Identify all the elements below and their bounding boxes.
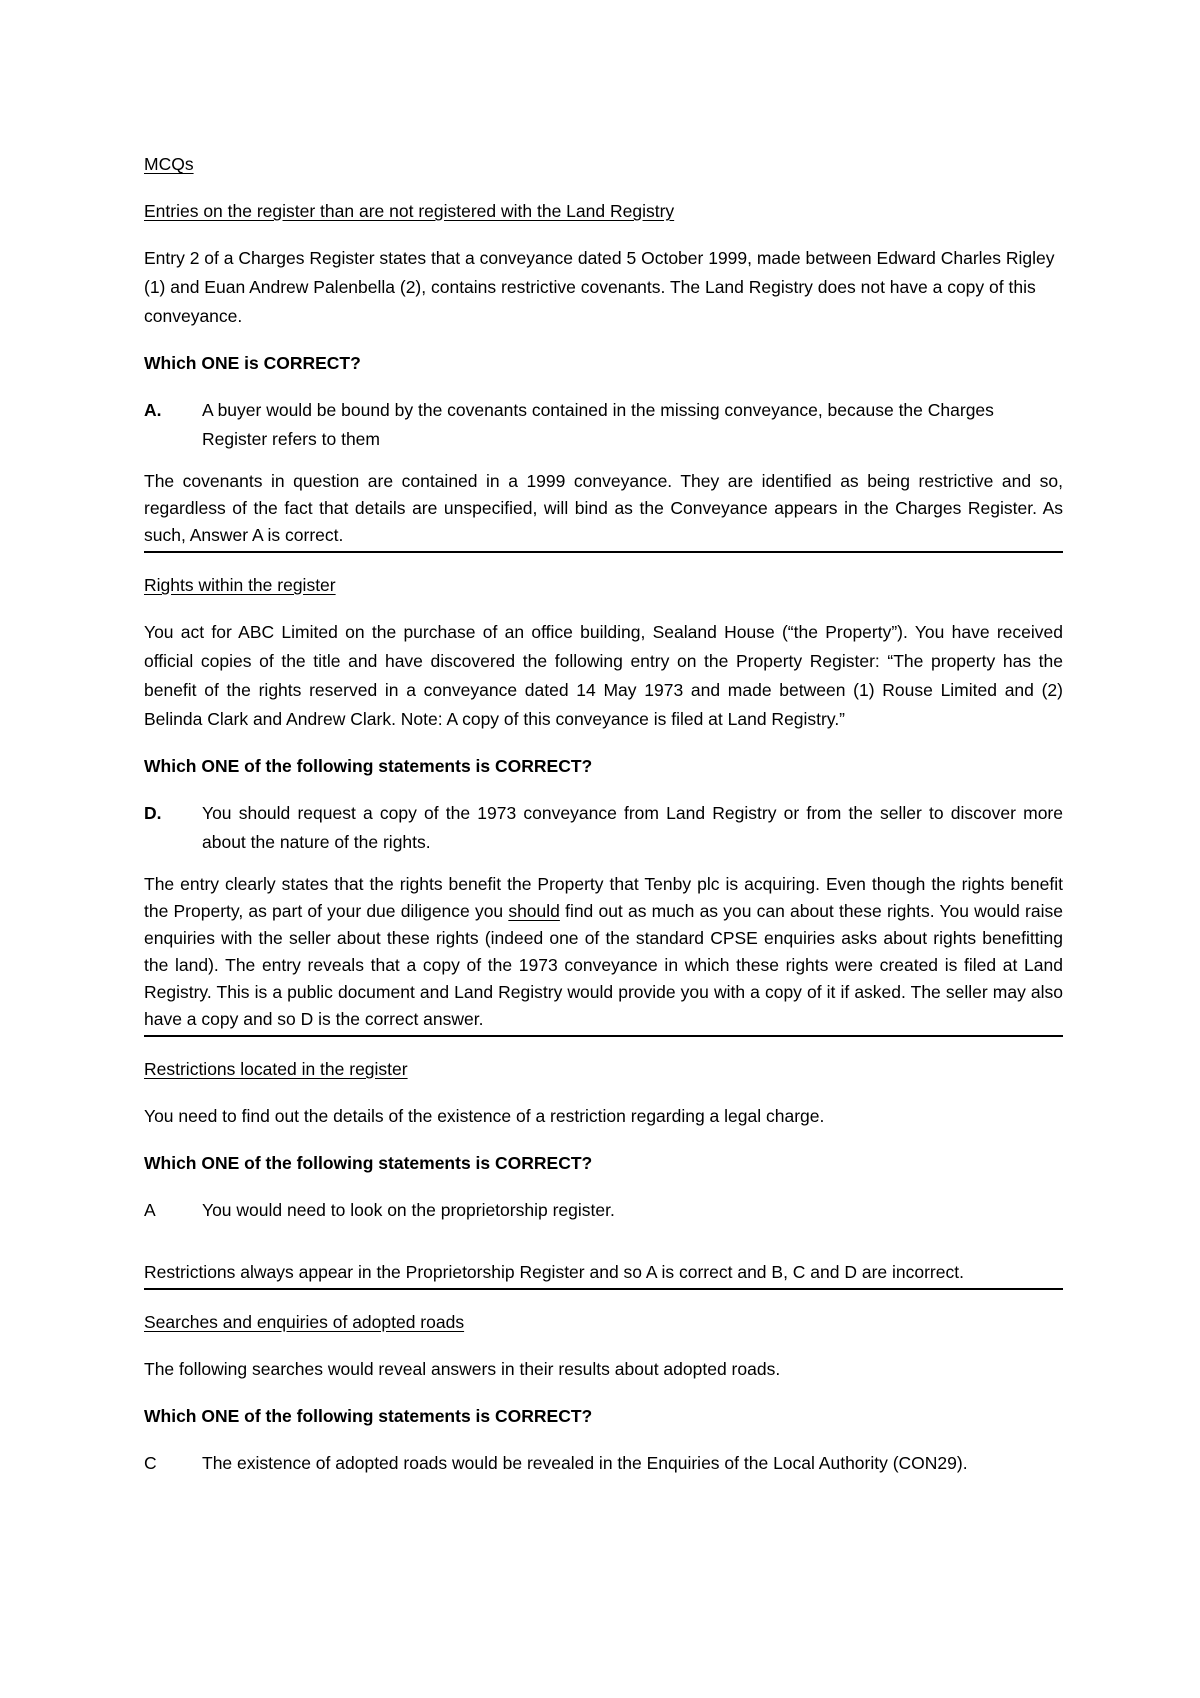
section-divider bbox=[144, 468, 1063, 553]
question-text: Which ONE of the following statements is CORRECT? bbox=[144, 1406, 593, 1426]
scenario-text: You need to find out the details of the existence of a restriction regarding a legal charge. bbox=[144, 1106, 825, 1126]
answer-text: The existence of adopted roads would be revealed in the Enquiries of the Local Authority (CON29). bbox=[202, 1453, 968, 1473]
answer-letter: D. bbox=[144, 803, 162, 823]
scenario-text: You act for ABC Limited on the purchase of an office building, Sealand House (“the Property”). You have received official copies of the title and have discovered the following entry on the Property Register: “The property has the benefit of the rights reserved in a conveyance dated 14 May 1973 and made between (1) Rouse Limited and (2) Belinda Clark and Andrew Clark. Note: A copy of this conveyance is filed at Land Registry.” bbox=[144, 622, 1063, 729]
explanation-text: The covenants in question are contained in a 1999 conveyance. They are identified as being restrictive and so, regardless of the fact that details are unspecified, will bind as the Conveyance appears in the Charges Register. As such, Answer A is correct. bbox=[144, 471, 1063, 545]
answer-letter: C bbox=[144, 1453, 157, 1473]
page-heading: MCQs bbox=[144, 154, 194, 174]
answer-text: You should request a copy of the 1973 conveyance from Land Registry or from the seller to discover more about the nature of the rights. bbox=[202, 803, 1063, 852]
explanation-text: Restrictions always appear in the Proprietorship Register and so A is correct and B, C and D are incorrect. bbox=[144, 1262, 964, 1282]
question-text: Which ONE of the following statements is CORRECT? bbox=[144, 756, 593, 776]
answer-text: You would need to look on the proprietorship register. bbox=[202, 1200, 615, 1220]
section-divider bbox=[144, 871, 1063, 1037]
answer-option bbox=[144, 1196, 1063, 1225]
question-text: Which ONE is CORRECT? bbox=[144, 353, 361, 373]
question-text: Which ONE of the following statements is CORRECT? bbox=[144, 1153, 593, 1173]
section-title: Entries on the register than are not registered with the Land Registry bbox=[144, 201, 675, 221]
explanation-part: The entry clearly states that the rights benefit the Property that Tenby plc is acquiring. Even though the rights benefit the Property, as part of your due diligence you bbox=[144, 874, 1063, 921]
answer-text: A buyer would be bound by the covenants contained in the missing conveyance, because the Charges Register refers to them bbox=[202, 400, 994, 449]
answer-letter: A. bbox=[144, 400, 162, 420]
document-body bbox=[144, 150, 1063, 1492]
emphasis-word: should bbox=[508, 901, 560, 921]
scenario-text: The following searches would reveal answers in their results about adopted roads. bbox=[144, 1359, 781, 1379]
section-title: Restrictions located in the register bbox=[144, 1059, 408, 1079]
explanation-text bbox=[144, 871, 1063, 1033]
explanation-part: find out as much as you can about these rights. You would raise enquiries with the seller about these rights (indeed one of the standard CPSE enquiries asks about rights benefitting the land). The entry reveals that a copy of the 1973 conveyance in which these rights were created is filed at Land Registry. This is a public document and Land Registry would provide you with a copy of it if asked. The seller may also have a copy and so D is the correct answer. bbox=[144, 901, 1063, 1029]
answer-letter: A bbox=[144, 1200, 156, 1220]
section-divider bbox=[144, 1259, 1063, 1290]
answer-option bbox=[144, 799, 1063, 857]
answer-option bbox=[144, 396, 1063, 454]
answer-option bbox=[144, 1449, 1063, 1478]
scenario-text: Entry 2 of a Charges Register states that a conveyance dated 5 October 1999, made between Edward Charles Rigley (1) and Euan Andrew Palenbella (2), contains restrictive covenants. The Land Registry does not have a copy of this conveyance. bbox=[144, 248, 1055, 326]
section-title: Searches and enquiries of adopted roads bbox=[144, 1312, 465, 1332]
section-title: Rights within the register bbox=[144, 575, 336, 595]
